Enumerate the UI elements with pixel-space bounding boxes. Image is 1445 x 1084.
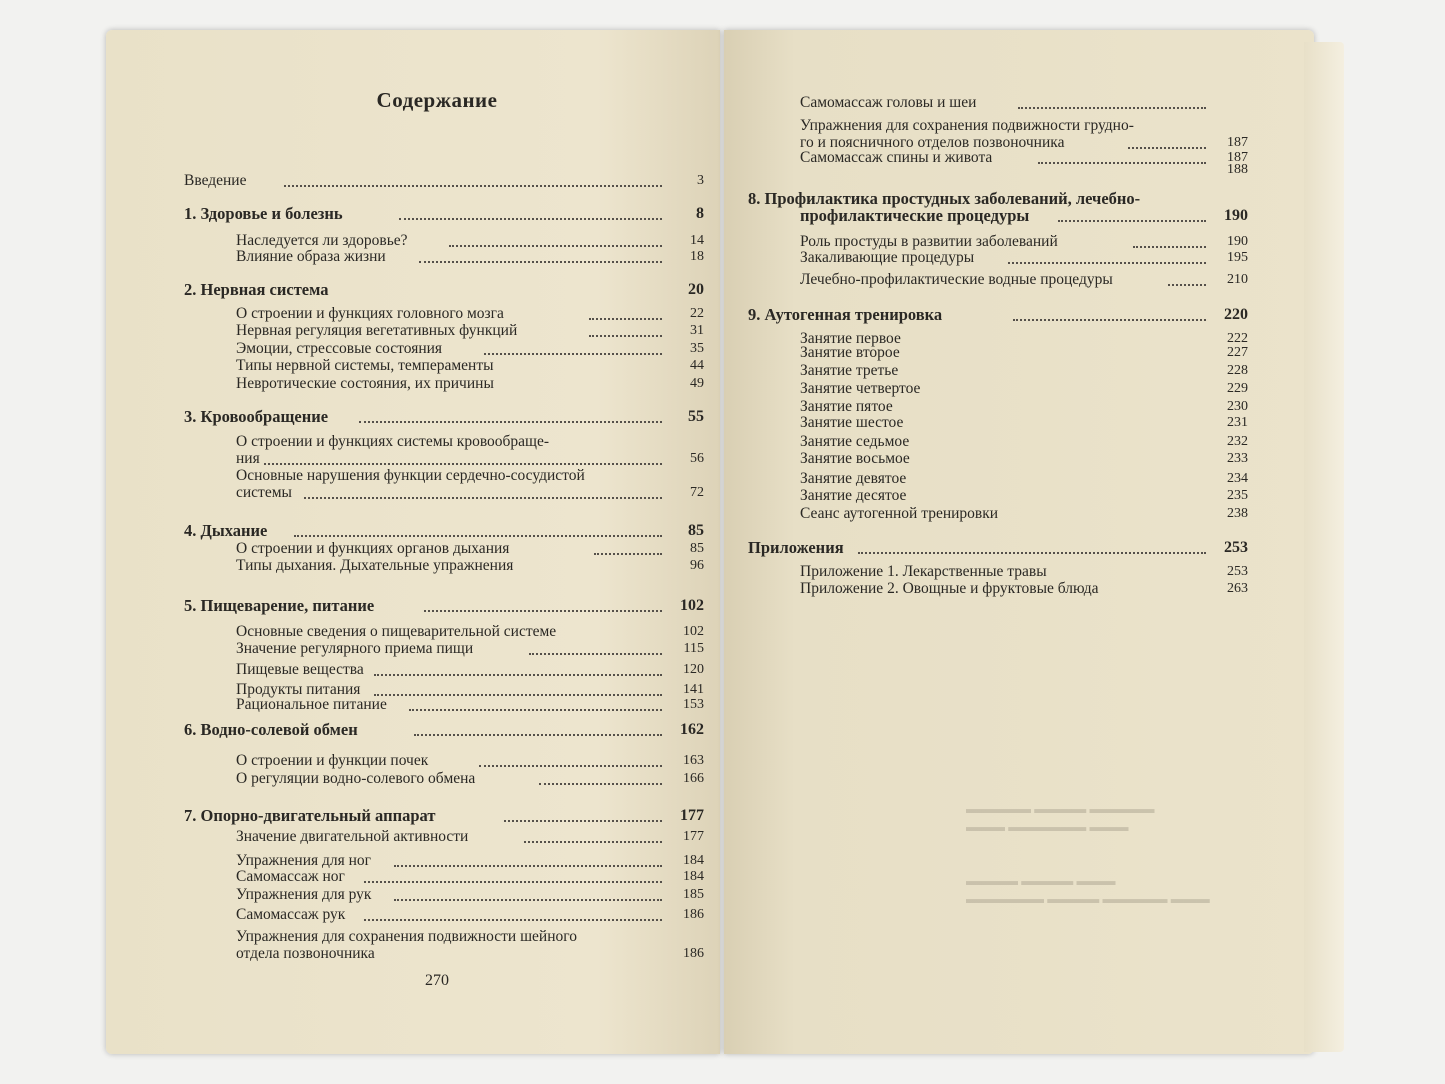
toc-page-number: 162 [680,721,704,738]
toc-page-number: 166 [683,771,704,786]
toc-entry [748,380,1248,397]
toc-page-number: 31 [690,323,704,338]
toc-page-number: 14 [690,233,704,248]
toc-entry-title: 9. Аутогенная тренировка [748,305,943,324]
toc-page-number: 8 [696,205,704,222]
toc-page-number: 220 [1224,306,1248,323]
leader-dots [1168,282,1206,286]
toc-entry-title: Занятие второе [800,344,900,361]
toc-entry [184,322,704,339]
leader-dots [304,495,662,499]
toc-entry-title: О регуляции водно-солевого обмена [236,770,476,787]
toc-entry [748,433,1248,450]
toc-page-number: 263 [1227,581,1248,596]
toc-page-number: 56 [690,451,704,466]
toc-entry-title: Занятие пятое [800,398,893,415]
open-book [106,30,1344,1060]
toc-chapter-entry [184,522,704,539]
toc-entry-title: 8. Профилактика простудных заболеваний, лечебно- [748,189,1141,208]
toc-page-number: 3 [697,173,704,188]
toc-page-number: 141 [683,682,704,697]
toc-entry-title: Упражнения для сохранения подвижности шейного [236,928,577,945]
leader-dots [364,879,662,883]
toc-entry [184,886,704,903]
toc-entry [184,696,704,713]
toc-page-number: 186 [683,946,704,961]
toc-chapter-entry [184,281,704,298]
toc-entry-title: Закаливающие процедуры [800,249,975,266]
toc-entry-title: Приложение 1. Лекарственные травы [800,563,1047,580]
toc-entry-title: О строении и функциях органов дыхания [236,540,510,557]
toc-entry-title: Занятие четвертое [800,380,921,397]
toc-entry-title: Влияние образа жизни [236,248,386,265]
toc-page-number: 177 [683,829,704,844]
leader-dots [539,781,662,785]
leader-dots [374,672,662,676]
toc-entry-title: Рациональное питание [236,696,387,713]
toc-page-number: 190 [1224,207,1248,224]
toc-entry [184,770,704,787]
toc-entry [184,906,704,923]
toc-entry [184,540,704,557]
toc-entry [184,661,704,678]
toc-entry [184,852,704,869]
toc-entry-title: 6. Водно-солевой обмен [184,720,358,739]
toc-entry [748,271,1248,288]
toc-entry-title: Упражнения для сохранения подвижности грудно- [800,117,1134,134]
toc-entry-title: Самомассаж рук [236,906,346,923]
leader-dots [394,863,662,867]
toc-page-number: 44 [690,358,704,373]
toc-entry-title: 7. Опорно-двигательный аппарат [184,806,436,825]
toc-page-number: 222 [1227,331,1248,346]
toc-page-number: 96 [690,558,704,573]
leader-dots [409,707,662,711]
leader-dots [1133,244,1206,248]
contents-heading: Содержание [376,88,498,112]
toc-entry-title: Значение регулярного приема пищи [236,640,474,657]
toc-entry [184,232,704,249]
toc-page-number: 35 [690,341,704,356]
toc-page-number: 153 [683,697,704,712]
toc-entry-title: Введение [184,172,247,189]
toc-entry-title-continued: ния [236,450,260,467]
toc-page-number: 233 [1227,451,1248,466]
page-stack-edge [1304,42,1344,1052]
leader-dots [414,732,662,736]
toc-entry [184,305,704,322]
toc-entry-title-continued: го и поясничного отделов позвоночника [800,134,1065,151]
leader-dots [359,419,662,423]
toc-entry-title: Самомассаж головы и шеи [800,94,977,111]
toc-page-number: 85 [688,522,704,539]
toc-entry [748,249,1248,266]
leader-dots [529,651,662,655]
toc-page-number: 231 [1227,415,1248,430]
toc-entry [184,248,704,265]
toc-entry [184,375,704,392]
toc-entry-title: Самомассаж ног [236,868,345,885]
leader-dots [1013,317,1206,321]
toc-page-number: 187 [1227,135,1248,150]
toc-page-number: 184 [683,869,704,884]
toc-entry-title: Нервная регуляция вегетативных функций [236,322,518,339]
toc-entry [184,868,704,885]
toc-entry [748,362,1248,379]
toc-entry-title: Эмоции, стрессовые состояния [236,340,443,357]
toc-entry-title: Занятие шестое [800,414,904,431]
leader-dots [399,216,662,220]
leader-dots [364,917,662,921]
toc-entry [748,344,1248,361]
toc-chapter-entry [748,190,1248,224]
toc-entry [184,752,704,769]
leader-dots [1058,218,1206,222]
toc-entry [748,580,1248,597]
toc-page-number: 20 [688,281,704,298]
toc-entry [184,623,704,640]
toc-entry [184,467,704,501]
leader-dots [594,551,662,555]
toc-page-number: 18 [690,249,704,264]
toc-entry-title: Лечебно-профилактические водные процедуры [800,271,1113,288]
toc-page-number: 195 [1227,250,1248,265]
toc-page-number: 85 [690,541,704,556]
toc-page-number: 184 [683,853,704,868]
toc-entry-title: Занятие девятое [800,470,907,487]
leader-dots [294,533,662,537]
toc-page-number: 210 [1227,272,1248,287]
toc-entry-title-continued: отдела позвоночника [236,945,375,962]
toc-entry [748,161,1248,178]
toc-entry [748,450,1248,467]
toc-page-number: 253 [1227,564,1248,579]
toc-page-number: 232 [1227,434,1248,449]
toc-page-number: 49 [690,376,704,391]
toc-page-number: 185 [683,887,704,902]
leader-dots [524,839,662,843]
toc-chapter-entry [184,408,704,425]
toc-entry-title: Самомассаж спины и живота [800,149,993,166]
toc-entry [184,433,704,467]
toc-chapter-entry [748,306,1248,323]
toc-entry-title: Занятие первое [800,330,901,347]
leader-dots [479,763,662,767]
toc-page-number: 22 [690,306,704,321]
toc-page-number: 102 [680,597,704,614]
toc-entry [748,117,1248,151]
toc-entry [748,233,1248,250]
toc-entry-title: Пищевые вещества [236,661,364,678]
toc-page-number: 227 [1227,345,1248,360]
toc-entry-title: Сеанс аутогенной тренировки [800,505,999,522]
toc-page-number: 228 [1227,363,1248,378]
toc-chapter-entry [184,597,704,614]
toc-page-number: 230 [1227,399,1248,414]
toc-entry [184,557,704,574]
toc-page-number: 72 [690,485,704,500]
toc-page-number: 115 [683,641,704,656]
toc-entry [184,928,704,962]
toc-entry-title: Продукты питания [236,681,361,698]
toc-chapter-entry [748,539,1248,556]
toc-entry-title [800,161,806,178]
toc-entry-title: 1. Здоровье и болезнь [184,204,343,223]
toc-entry-title: Невротические состояния, их причины [236,375,494,392]
toc-entry-title: Приложение 2. Овощные и фруктовые блюда [800,580,1099,597]
leader-dots [1008,260,1206,264]
toc-entry-title: Наследуется ли здоровье? [236,232,408,249]
toc-chapter-entry [184,721,704,738]
toc-entry-title: Занятие восьмое [800,450,910,467]
toc-entry-title: Занятие десятое [800,487,907,504]
toc-entry-title: О строении и функциях головного мозга [236,305,504,322]
toc-page-number: 235 [1227,488,1248,503]
toc-entry [748,563,1248,580]
leader-dots [858,550,1206,554]
toc-page-number: 120 [683,662,704,677]
toc-entry-title: Занятие седьмое [800,433,910,450]
toc-page-number: 238 [1227,506,1248,521]
page-number: 270 [425,972,449,989]
toc-entry [184,357,704,374]
toc-page-number: 177 [680,807,704,824]
toc-entry [748,470,1248,487]
toc-chapter-entry [184,807,704,824]
leader-dots [589,333,662,337]
toc-page-number: 186 [683,907,704,922]
toc-entry-title: Основные сведения о пищеварительной системе [236,623,557,640]
toc-page-number: 102 [683,624,704,639]
toc-entry-title: Значение двигательной активности [236,828,469,845]
toc-page-number: 163 [683,753,704,768]
toc-entry-title-continued: профилактические процедуры [800,206,1030,225]
toc-page-number: 188 [1227,162,1248,177]
toc-entry-title: Типы нервной системы, темпераменты [236,357,494,374]
leader-dots [449,243,662,247]
toc-entry [748,505,1248,522]
toc-entry [748,398,1248,415]
toc-entry-title: 4. Дыхание [184,521,268,540]
toc-entry-title: О строении и функции почек [236,752,429,769]
toc-entry-title: 5. Пищеварение, питание [184,596,375,615]
toc-entry-title: Занятие третье [800,362,899,379]
toc-page-number: 187 [1227,150,1248,165]
toc-entry-title: Основные нарушения функции сердечно-сосудистой [236,467,585,484]
leader-dots [1018,105,1206,109]
toc-chapter-entry [184,205,704,222]
toc-entry [748,487,1248,504]
toc-entry-title: О строении и функциях системы кровообраще- [236,433,550,450]
toc-entry [184,340,704,357]
toc-entry [748,414,1248,431]
toc-entry-title: Приложения [748,538,844,557]
leader-dots [589,316,662,320]
leader-dots [504,818,662,822]
toc-entry [184,172,704,189]
toc-entry-title: Типы дыхания. Дыхательные упражнения [236,557,514,574]
toc-entry-title-continued: системы [236,484,292,501]
leader-dots [424,608,662,612]
leader-dots [484,351,662,355]
toc-page-number: 229 [1227,381,1248,396]
toc-entry [748,94,1248,111]
toc-entry-title: Роль простуды в развитии заболеваний [800,233,1058,250]
toc-entry [184,828,704,845]
leader-dots [419,259,662,263]
toc-page-number: 253 [1224,539,1248,556]
toc-entry-title: Упражнения для рук [236,886,372,903]
show-through-text: ▬▬▬▬▬ ▬▬▬▬ ▬▬▬▬▬ ▬▬▬ ▬▬▬▬▬▬ ▬▬▬ ▬▬▬▬ ▬▬▬▬ ▬▬▬ ▬▬▬▬▬▬ ▬▬▬▬ ▬▬▬▬▬ ▬▬▬ [966,801,1210,906]
leader-dots [264,461,662,465]
toc-page-number: 55 [688,408,704,425]
toc-entry-title: 2. Нервная система [184,280,329,299]
leader-dots [284,183,662,187]
toc-entry-title: 3. Кровообращение [184,407,329,426]
toc-page-number: 234 [1227,471,1248,486]
toc-entry-title: Упражнения для ног [236,852,372,869]
toc-entry [184,640,704,657]
leader-dots [394,897,662,901]
toc-page-number: 190 [1227,234,1248,249]
